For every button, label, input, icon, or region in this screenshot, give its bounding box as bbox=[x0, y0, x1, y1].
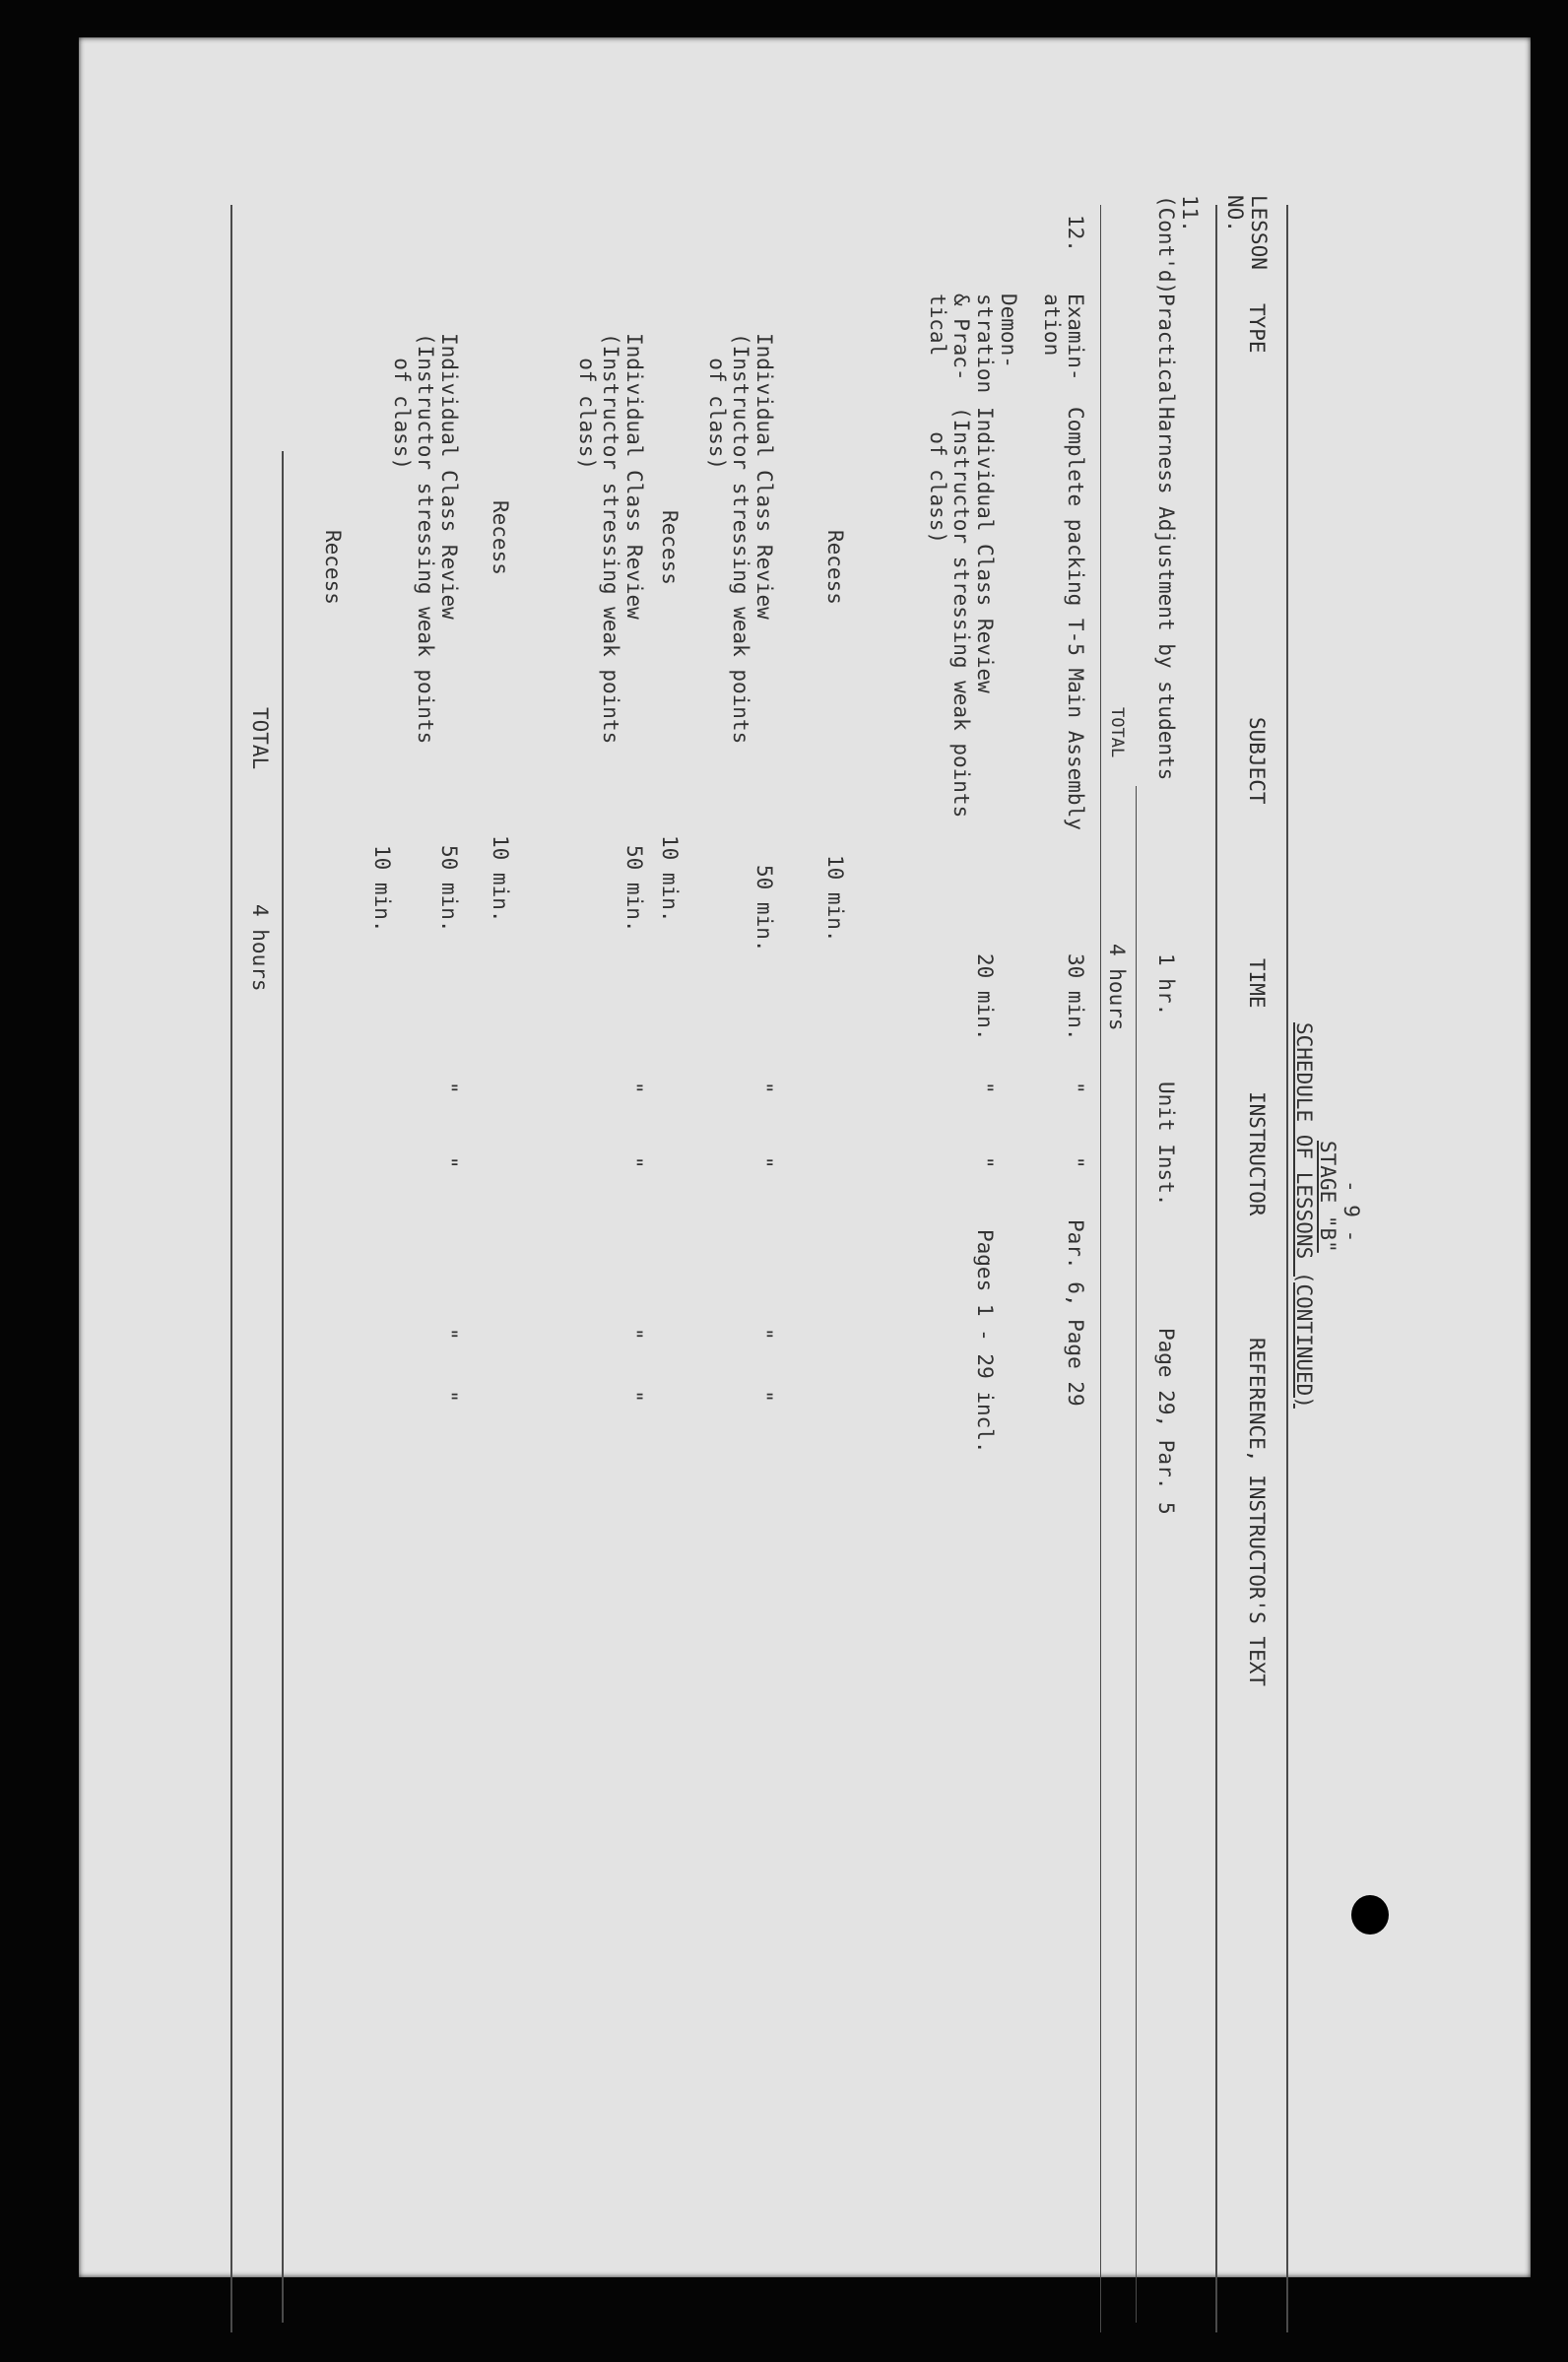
lesson-subject: Individual Class Review (Instructor stressing weak points of class) bbox=[705, 333, 776, 745]
recess-label: Recess bbox=[489, 500, 512, 575]
col-lesson-no: LESSON NO. bbox=[1223, 195, 1271, 270]
schedule-title: SCHEDULE OF LESSONS (CONTINUED) bbox=[1292, 1022, 1316, 1409]
lesson-time: 30 min. bbox=[1064, 953, 1087, 1041]
lesson-instructor: " " bbox=[1064, 1082, 1087, 1169]
lesson-reference: " " bbox=[622, 1328, 646, 1403]
lesson-reference: " " bbox=[437, 1328, 461, 1403]
subtotal-top-rule bbox=[1136, 786, 1137, 2323]
total-bottom-rule bbox=[230, 205, 232, 2332]
lesson-time: 1 hr. bbox=[1154, 953, 1178, 1017]
col-instructor: INSTRUCTOR bbox=[1245, 1091, 1269, 1216]
recess-label: Recess bbox=[658, 510, 682, 585]
recess-label: Recess bbox=[321, 530, 345, 605]
lesson-time: 50 min. bbox=[752, 865, 776, 952]
lesson-subject: Individual Class Review (Instructor stressing weak points of class) bbox=[926, 407, 997, 819]
recess-time: 10 min. bbox=[489, 835, 512, 923]
total-top-rule bbox=[282, 451, 284, 2323]
lesson-instructor: " " bbox=[752, 1082, 776, 1169]
page-number: - 9 - bbox=[1339, 1180, 1363, 1243]
lesson-reference: Pages 1 - 29 incl. bbox=[973, 1229, 997, 1454]
col-reference: REFERENCE, INSTRUCTOR'S TEXT bbox=[1245, 1338, 1269, 1687]
lesson-instructor: Unit Inst. bbox=[1154, 1082, 1178, 1207]
subtotal-time: 4 hours bbox=[1105, 944, 1129, 1031]
lesson-number: 11. (Cont'd) bbox=[1154, 195, 1202, 295]
lesson-subject: Complete packing T-5 Main Assembly bbox=[1064, 407, 1087, 830]
lesson-reference: Page 29, Par. 5 bbox=[1154, 1328, 1178, 1515]
lesson-time: 20 min. bbox=[973, 953, 997, 1041]
lesson-type: Demon- stration & Prac- tical bbox=[926, 294, 1020, 394]
subtotal-bottom-rule bbox=[1100, 205, 1101, 2332]
recess-label: Recess bbox=[823, 530, 847, 605]
lesson-time: 50 min. bbox=[437, 845, 461, 933]
lesson-instructor: " " bbox=[437, 1082, 461, 1169]
total-time: 4 hours bbox=[248, 904, 272, 992]
lesson-subject: Harness Adjustment by students bbox=[1154, 407, 1178, 781]
col-time: TIME bbox=[1245, 958, 1269, 1009]
lesson-type: Practical bbox=[1154, 294, 1178, 406]
lesson-type: Examin- ation bbox=[1040, 294, 1087, 381]
lesson-subject: Individual Class Review (Instructor stressing weak points of class) bbox=[575, 333, 646, 745]
col-subject: SUBJECT bbox=[1245, 717, 1269, 805]
lesson-number: 12. bbox=[1064, 215, 1087, 252]
recess-time: 10 min. bbox=[823, 855, 847, 943]
lesson-time: 50 min. bbox=[622, 845, 646, 933]
header-bottom-rule bbox=[1215, 205, 1217, 2332]
document-page bbox=[79, 37, 1531, 2277]
punch-hole bbox=[1351, 1895, 1389, 1935]
lesson-instructor: " " bbox=[622, 1082, 646, 1169]
total-label: TOTAL bbox=[248, 707, 272, 770]
recess-time: 10 min. bbox=[658, 835, 682, 923]
lesson-reference: " " bbox=[752, 1328, 776, 1403]
lesson-reference: Par. 6, Page 29 bbox=[1064, 1219, 1087, 1407]
subtotal-label: TOTAL bbox=[1107, 707, 1127, 758]
recess-time: 10 min. bbox=[370, 845, 394, 933]
lesson-instructor: " " bbox=[973, 1082, 997, 1169]
rotated-schedule-sheet bbox=[0, 156, 1379, 2362]
lesson-subject: Individual Class Review (Instructor stressing weak points of class) bbox=[390, 333, 461, 745]
col-type: TYPE bbox=[1245, 303, 1269, 354]
header-top-rule bbox=[1286, 205, 1288, 2332]
stage-heading: STAGE "B" bbox=[1316, 1141, 1339, 1253]
